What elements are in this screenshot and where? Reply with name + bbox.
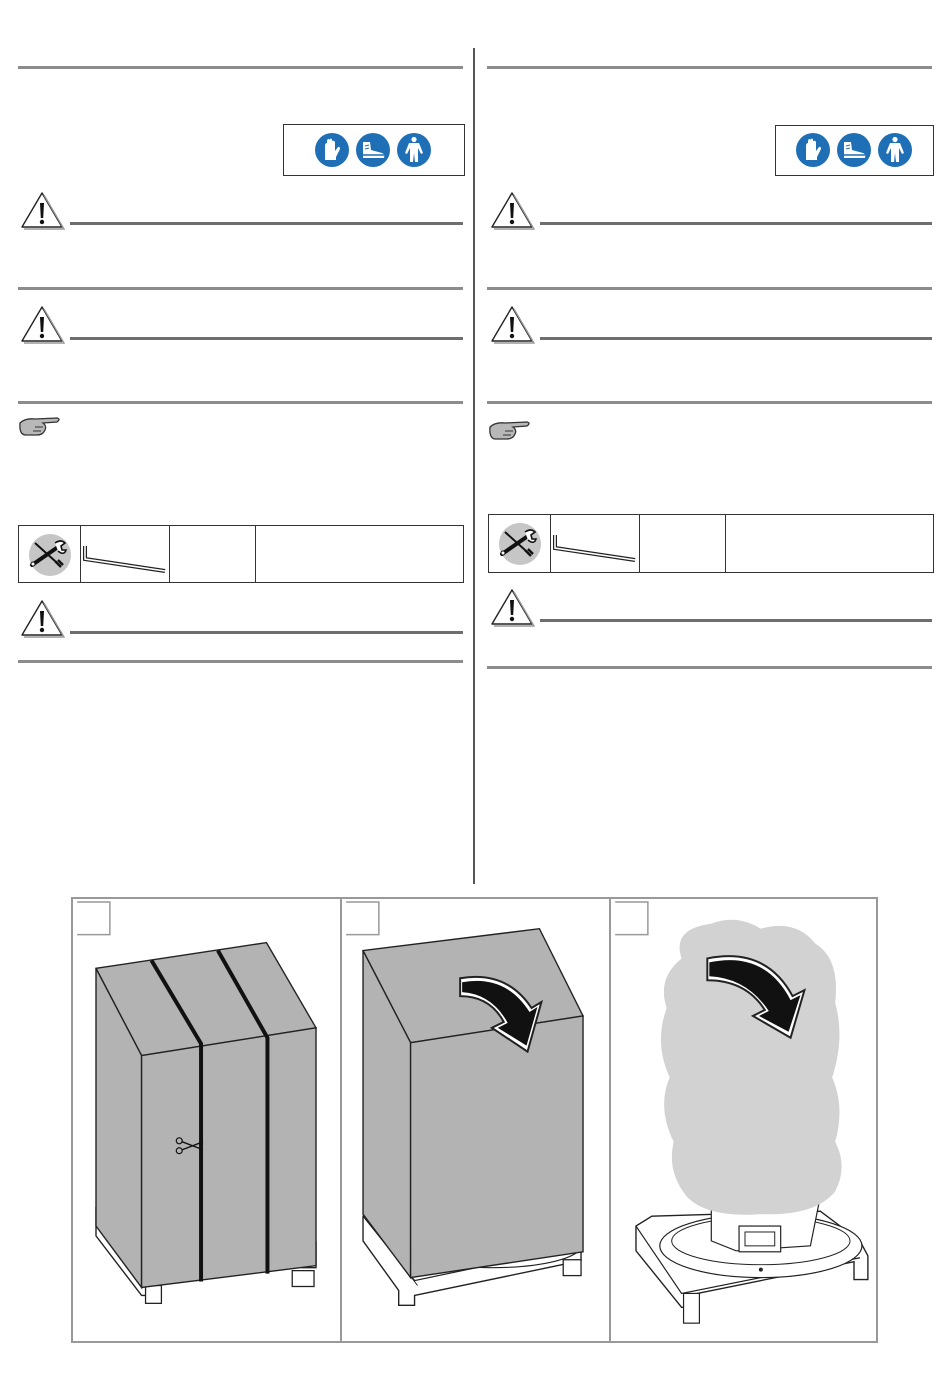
figure-panel-3 — [611, 899, 878, 1341]
figure-panel-2 — [342, 899, 609, 1341]
section-rule — [18, 66, 463, 69]
overalls-icon — [396, 132, 432, 168]
section-rule — [487, 666, 932, 669]
warning-icon — [489, 304, 535, 344]
ppe-panel — [775, 125, 934, 176]
tool-cell-size — [640, 515, 726, 572]
warning-rule — [70, 337, 463, 340]
wrench-screwdriver-icon — [25, 529, 75, 579]
step-tab — [615, 902, 648, 935]
safety-shoes-icon — [355, 132, 391, 168]
step-tab — [77, 902, 110, 935]
tool-cell-size — [170, 526, 256, 582]
overalls-icon — [877, 132, 913, 168]
section-rule — [487, 66, 932, 69]
section-rule — [487, 401, 932, 404]
tool-cell-desc — [256, 526, 463, 582]
warning-rule — [540, 337, 932, 340]
pointing-hand-icon — [17, 414, 63, 438]
tool-cell-desc — [726, 515, 933, 572]
safety-shoes-icon — [836, 132, 872, 168]
step-tab — [346, 902, 379, 935]
figure-panel-1 — [73, 899, 340, 1341]
warning-icon — [19, 304, 65, 344]
unpacking-figure — [71, 897, 878, 1343]
gloves-icon — [795, 132, 831, 168]
tool-cell-item — [81, 526, 170, 582]
warning-rule — [70, 631, 463, 634]
ppe-panel — [283, 124, 465, 176]
warning-icon — [19, 190, 65, 230]
tool-cell-icon — [19, 526, 81, 582]
section-rule — [18, 660, 463, 663]
section-rule — [487, 287, 932, 290]
warning-rule — [70, 222, 463, 225]
tool-cell-icon — [489, 515, 551, 572]
section-rule — [18, 401, 463, 404]
allen-key-icon — [81, 534, 171, 574]
warning-icon — [489, 587, 535, 627]
wrench-screwdriver-icon — [495, 518, 545, 568]
warning-icon — [19, 598, 65, 638]
gloves-icon — [314, 132, 350, 168]
warning-rule — [540, 222, 932, 225]
pointing-hand-icon — [487, 418, 533, 442]
warning-rule — [540, 619, 932, 622]
section-rule — [18, 287, 463, 290]
allen-key-icon — [551, 523, 641, 563]
column-divider — [473, 48, 475, 884]
tool-table — [488, 514, 934, 573]
warning-icon — [489, 190, 535, 230]
tool-cell-item — [551, 515, 640, 572]
tool-table — [18, 525, 464, 583]
